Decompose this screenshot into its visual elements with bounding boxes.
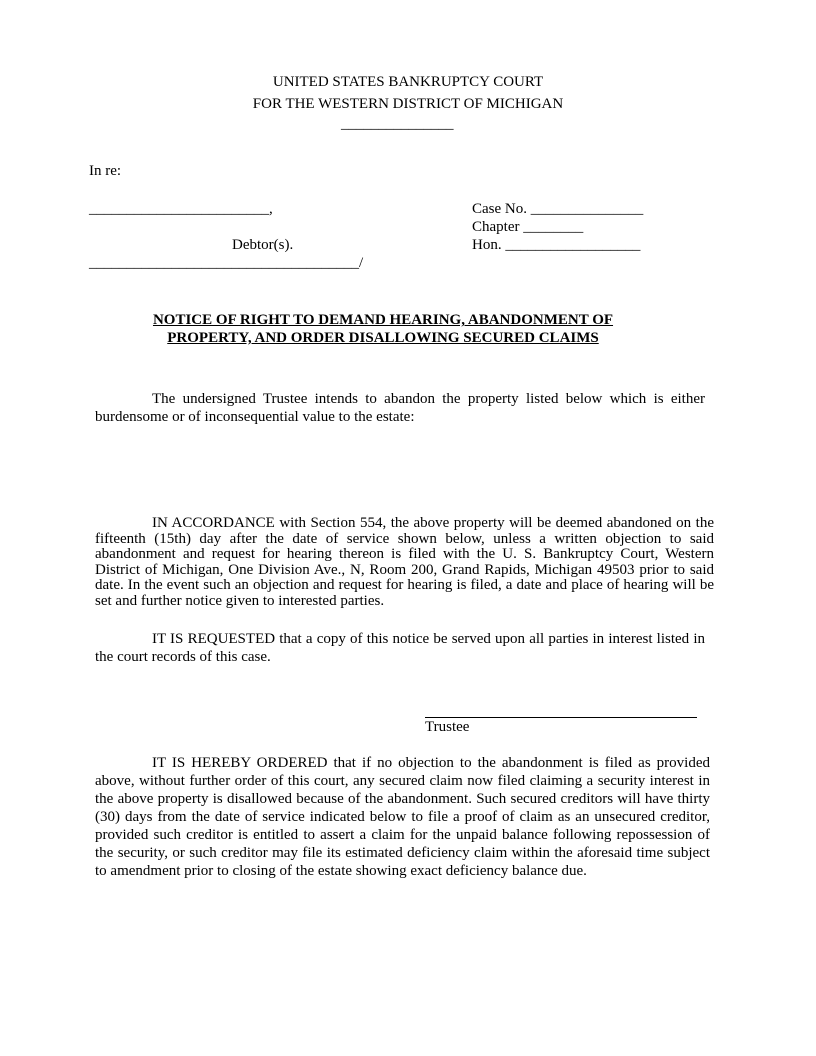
caption-closing-line: ____________________________________/: [89, 255, 364, 271]
debtor-name-blank: ________________________,: [89, 201, 273, 217]
in-re-label: In re:: [89, 163, 122, 179]
judge-field: Hon. __________________: [472, 237, 641, 253]
court-name-line-2: FOR THE WESTERN DISTRICT OF MICHIGAN: [252, 96, 564, 112]
trustee-label: Trustee: [425, 719, 470, 735]
debtor-label: Debtor(s).: [232, 237, 294, 253]
header-separator: _______________: [341, 116, 454, 132]
case-number-field: Case No. _______________: [472, 201, 644, 217]
notice-title-line-2: PROPERTY, AND ORDER DISALLOWING SECURED CLAIMS: [167, 330, 599, 346]
trustee-signature-line: [425, 717, 697, 718]
court-name-line-1: UNITED STATES BANKRUPTCY COURT: [272, 74, 544, 90]
notice-title-line-1: NOTICE OF RIGHT TO DEMAND HEARING, ABANDONMENT OF: [152, 312, 614, 328]
requested-paragraph: IT IS REQUESTED that a copy of this notice be served upon all parties in interest listed in the court records of this case.: [95, 631, 705, 665]
chapter-field: Chapter ________: [472, 219, 584, 235]
ordered-paragraph: IT IS HEREBY ORDERED that if no objection to the abandonment is filed as provided above, without further order of this court, any secured claim now filed claiming a security interest in the above property is disallowed because of the abandonment. Such secured creditors will have thirty (30) days from the date of service indicated below to file a proof of claim as an unsecured creditor, provided such creditor is entitled to assert a claim for the unpaid balance following repossession of the security, or such creditor may file its estimated deficiency claim within the aforesaid time subject to amendment prior to closing of the estate showing exact deficiency balance due.: [95, 755, 710, 879]
accordance-paragraph: IN ACCORDANCE with Section 554, the above property will be deemed abandoned on the fifteenth (15th) day after the date of service shown below, unless a written objection to said abandonment and request for hearing thereon is filed with the U. S. Bankruptcy Court, Western District of Michigan, One Division Ave., N, Room 200, Grand Rapids, Michigan 49503 prior to said date. In the event such an objection and request for hearing is filed, a date and place of hearing will be set and further notice given to interested parties.: [95, 515, 714, 609]
intent-paragraph: The undersigned Trustee intends to abandon the property listed below which is either burdensome or of inconsequential value to the estate:: [95, 391, 705, 425]
